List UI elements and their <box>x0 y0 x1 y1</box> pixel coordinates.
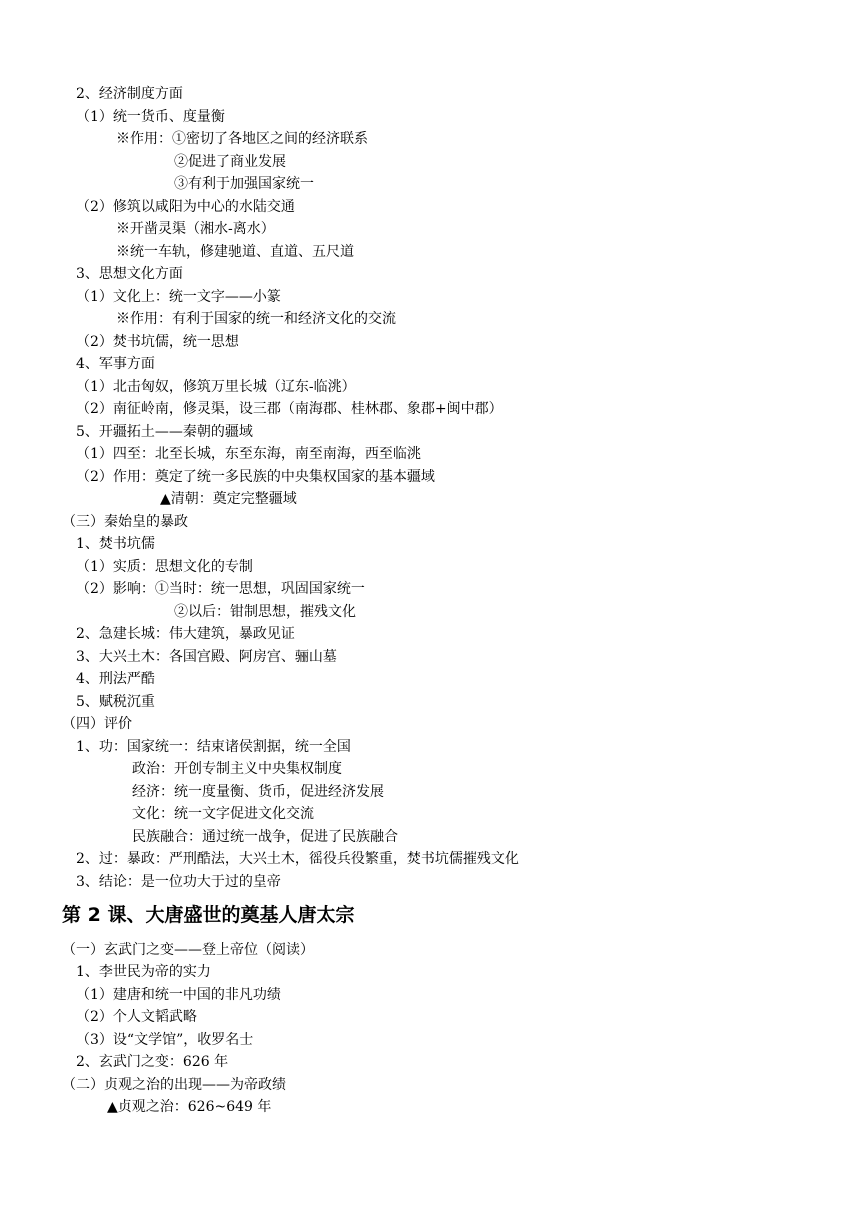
outline-item: （2）南征岭南，修灵渠，设三郡（南海郡、桂林郡、象郡+闽中郡） <box>76 401 503 417</box>
outline-heading: 1、功：国家统一：结束诸侯割据，统一全国 <box>76 739 351 755</box>
outline-item: （2）作用：奠定了统一多民族的中央集权国家的基本疆域 <box>76 469 435 485</box>
outline-item: （1）文化上：统一文字——小篆 <box>76 289 281 305</box>
outline-item: （1）北击匈奴，修筑万里长城（辽东-临洮） <box>76 379 356 395</box>
outline-heading: 5、开疆拓土——秦朝的疆域 <box>76 424 253 440</box>
outline-heading: 5、赋税沉重 <box>76 694 155 710</box>
outline-heading: 2、玄武门之变：626 年 <box>76 1054 229 1070</box>
outline-item: （2）影响：①当时：统一思想，巩固国家统一 <box>76 581 365 597</box>
outline-heading: 1、焚书坑儒 <box>76 536 155 552</box>
lesson-title: 第 2 课、大唐盛世的奠基人唐太宗 <box>62 904 355 926</box>
outline-heading: 3、大兴土木：各国宫殿、阿房宫、骊山墓 <box>76 649 337 665</box>
outline-heading: 2、经济制度方面 <box>76 86 183 102</box>
outline-note: ②以后：钳制思想，摧残文化 <box>174 604 356 620</box>
outline-heading: 4、军事方面 <box>76 356 155 372</box>
outline-heading: 2、过：暴政：严刑酷法，大兴土木，徭役兵役繁重，焚书坑儒摧残文化 <box>76 851 519 867</box>
outline-note: 民族融合：通过统一战争，促进了民族融合 <box>132 829 398 845</box>
outline-item: （1）实质：思想文化的专制 <box>76 559 253 575</box>
outline-item: （1）建唐和统一中国的非凡功绩 <box>76 987 281 1003</box>
outline-item: （3）设“文学馆”，收罗名士 <box>76 1032 254 1048</box>
outline-note: ③有利于加强国家统一 <box>174 176 314 192</box>
outline-heading: 3、结论：是一位功大于过的皇帝 <box>76 874 281 890</box>
section-heading: （三）秦始皇的暴政 <box>62 514 188 530</box>
outline-heading: 3、思想文化方面 <box>76 266 183 282</box>
outline-heading: 1、李世民为帝的实力 <box>76 964 211 980</box>
outline-note: ②促进了商业发展 <box>174 154 286 170</box>
outline-heading: 4、刑法严酷 <box>76 671 155 687</box>
outline-item: （2）个人文韬武略 <box>76 1009 197 1025</box>
outline-item: （1）统一货币、度量衡 <box>76 109 225 125</box>
outline-note: 政治：开创专制主义中央集权制度 <box>132 761 342 777</box>
outline-note: 文化：统一文字促进文化交流 <box>132 806 314 822</box>
outline-note: ※开凿灵渠（湘水-离水） <box>116 221 275 237</box>
section-heading: （二）贞观之治的出现——为帝政绩 <box>62 1077 286 1093</box>
outline-note: ▲清朝：奠定完整疆域 <box>160 491 297 507</box>
outline-item: （1）四至：北至长城，东至东海，南至南海，西至临洮 <box>76 446 421 462</box>
outline-note: ※作用：①密切了各地区之间的经济联系 <box>116 131 368 147</box>
outline-note: ※统一车轨，修建驰道、直道、五尺道 <box>116 244 354 260</box>
section-heading: （四）评价 <box>62 716 132 732</box>
section-heading: （一）玄武门之变——登上帝位（阅读） <box>62 942 314 958</box>
outline-item: （2）修筑以咸阳为中心的水陆交通 <box>76 199 295 215</box>
outline-heading: 2、急建长城：伟大建筑，暴政见证 <box>76 626 295 642</box>
outline-note: 经济：统一度量衡、货币，促进经济发展 <box>132 784 384 800</box>
outline-note: ▲贞观之治：626~649 年 <box>107 1099 272 1115</box>
outline-item: （2）焚书坑儒，统一思想 <box>76 334 239 350</box>
outline-note: ※作用：有利于国家的统一和经济文化的交流 <box>116 311 396 327</box>
